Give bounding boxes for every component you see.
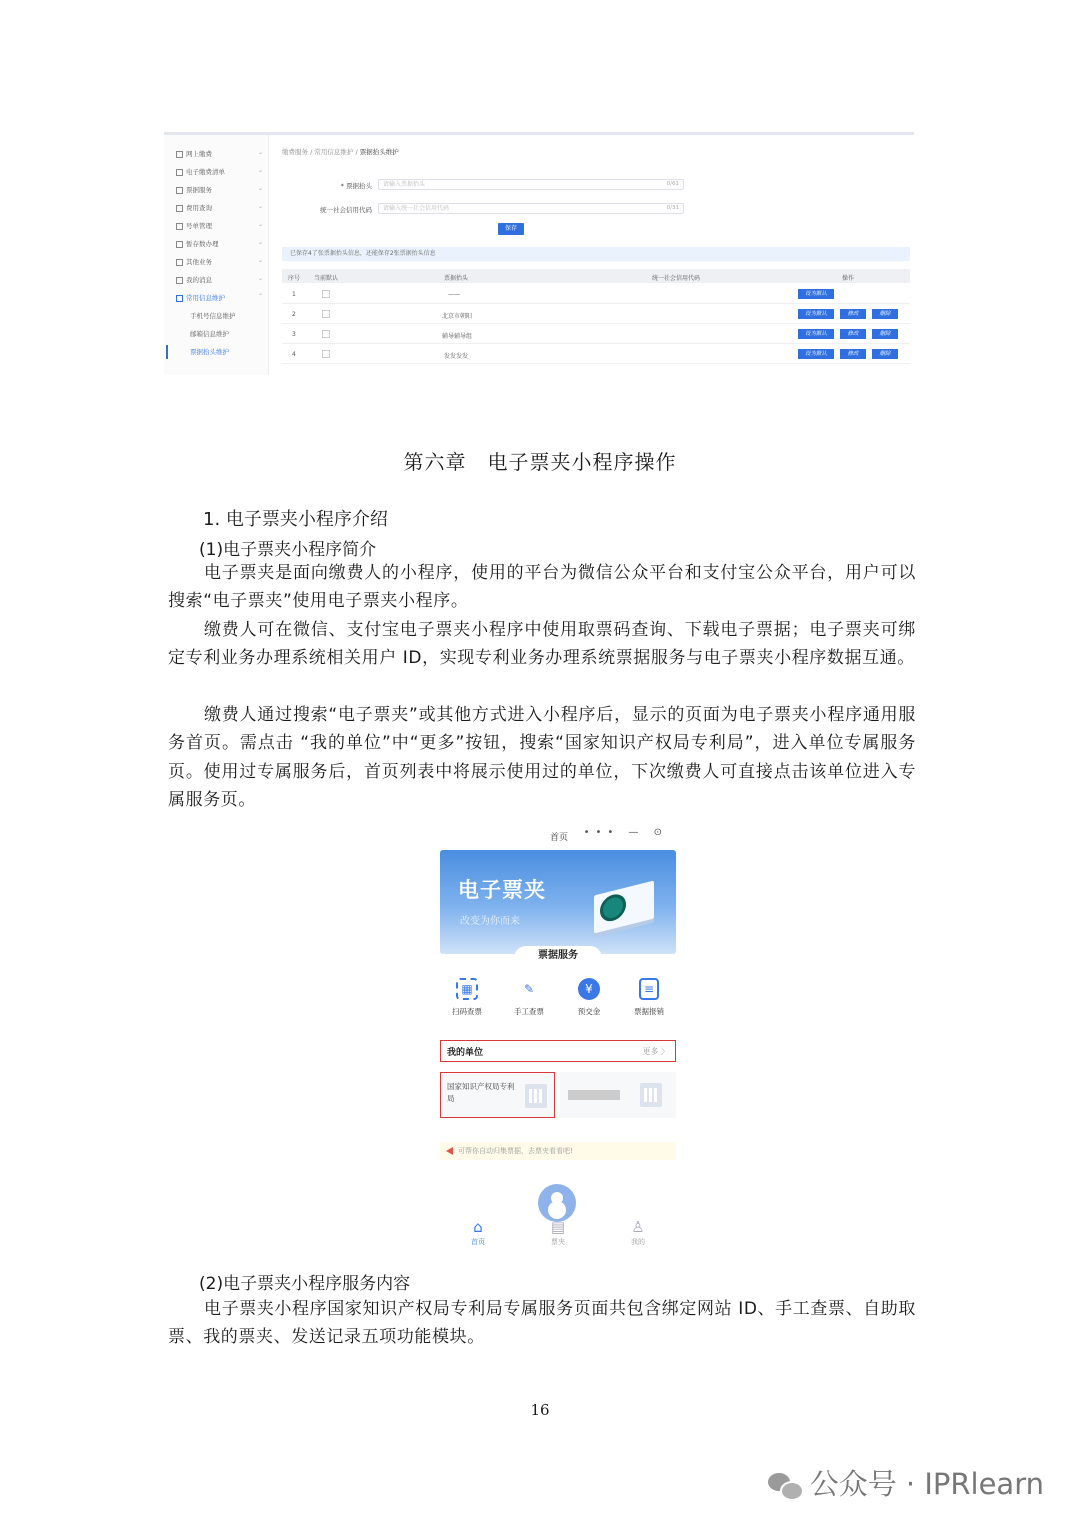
- building-icon: [525, 1084, 547, 1108]
- unit-card-placeholder[interactable]: [560, 1072, 676, 1118]
- set-default-button[interactable]: 设为默认: [798, 289, 834, 299]
- wechat-icon: [768, 1473, 802, 1499]
- default-checkbox[interactable]: [322, 310, 330, 318]
- paragraph: 电子票夹小程序国家知识产权局专利局专属服务页面共包含绑定网站 ID、手工查票、自助取票、我的票夹、发送记录五项功能模块。: [168, 1299, 916, 1348]
- user-icon: ♙: [631, 1218, 645, 1236]
- receipt-icon: ≡: [639, 978, 659, 1000]
- sidebar-subitem[interactable]: 邮箱信息维护: [190, 330, 229, 338]
- delete-button[interactable]: 删除: [872, 329, 898, 339]
- scan-icon: ▦: [456, 978, 478, 1000]
- chevron-down-icon: ⌄: [258, 275, 264, 282]
- sidebar-item[interactable]: 电子缴费清单 ⌄: [176, 167, 225, 176]
- sidebar-item[interactable]: 票据服务 ⌄: [176, 185, 212, 194]
- chevron-down-icon: ⌄: [258, 203, 264, 210]
- avatar[interactable]: [538, 1184, 576, 1222]
- title-input[interactable]: 请输入票据抬头 0/61: [378, 179, 684, 190]
- my-unit-bar: [440, 1040, 676, 1062]
- table-row: 2 北京市朝阳 设为默认 修改 删除: [282, 305, 910, 324]
- paragraph: 缴费人可在微信、支付宝电子票夹小程序中使用取票码查询、下载电子票据；电子票夹可绑定专利业务办理系统相关用户 ID，实现专利业务办理系统票据服务与电子票夹小程序数据互通。: [168, 620, 916, 669]
- sidebar-item[interactable]: 我的消息 ⌄: [176, 275, 212, 284]
- table-row: 3 辅导辅导组 设为默认 修改 删除: [282, 325, 910, 344]
- notice-banner[interactable]: 可帮你自动归集票据，去票夹看看吧!: [440, 1142, 676, 1160]
- menu-icon: [176, 241, 183, 248]
- sidebar-item[interactable]: 暂存数办理 ⌄: [176, 239, 219, 248]
- building-icon: [640, 1083, 662, 1107]
- banner-title: 电子票夹: [458, 878, 546, 902]
- banner: [440, 850, 676, 954]
- credit-code-input[interactable]: 请输入统一社会信用代码 0/31: [378, 203, 684, 214]
- miniapp-title: 首页: [549, 833, 568, 843]
- table-header: 序号 当前默认 票据抬头 统一社会信用代码 操作: [282, 269, 910, 283]
- menu-icon: [176, 259, 183, 266]
- nav-mine[interactable]: ♙ 我的: [608, 1218, 668, 1247]
- menu-icon: [176, 169, 183, 176]
- main-panel: [282, 135, 912, 375]
- banner-subtitle: 改变为你而来: [460, 916, 520, 927]
- sidebar-subitem-active[interactable]: 票据抬头维护: [190, 348, 229, 356]
- delete-button[interactable]: 删除: [872, 309, 898, 319]
- folder-illustration-icon: [594, 881, 654, 934]
- delete-button[interactable]: 删除: [872, 349, 898, 359]
- reimburse-button[interactable]: ≡ 票据报销: [624, 978, 674, 1017]
- web-screenshot: [164, 132, 914, 375]
- phone-screenshot: [434, 822, 684, 1262]
- chevron-down-icon: ⌄: [258, 221, 264, 228]
- chevron-down-icon: ⌄: [258, 239, 264, 246]
- menu-icon: [176, 277, 183, 284]
- subsection-heading: (2)电子票夹小程序服务内容: [199, 1274, 411, 1294]
- active-indicator: [166, 345, 168, 359]
- set-default-button[interactable]: 设为默认: [798, 309, 834, 319]
- chapter-title: 第六章 电子票夹小程序操作: [403, 450, 677, 474]
- pen-icon: ✎: [518, 978, 540, 1000]
- page-number: 16: [530, 1401, 550, 1419]
- nav-wallet[interactable]: ▤ 票夹: [528, 1218, 588, 1247]
- title-label: * 票据抬头: [340, 182, 372, 190]
- miniapp-controls[interactable]: ••• — ⊙: [583, 827, 668, 838]
- set-default-button[interactable]: 设为默认: [798, 329, 834, 339]
- table-row: 1 —— 设为默认: [282, 285, 910, 304]
- sidebar-item[interactable]: 网上缴费 ⌄: [176, 149, 212, 158]
- info-tip: 已保存4了张票据抬头信息，还能保存2张票据抬头信息: [282, 247, 910, 261]
- menu-icon: [176, 295, 183, 302]
- sidebar-item[interactable]: 其他业务 ⌄: [176, 257, 212, 266]
- paragraph: 缴费人通过搜索“电子票夹”或其他方式进入小程序后，显示的页面为电子票夹小程序通用服务首页。需点击 “我的单位”中“更多”按钮，搜索“国家知识产权局专利局”，进入单位专属服务页。使用过专属服务后，首页列表中将展示使用过的单位，下次缴费人可直接点击该单位进入专属服务页。: [168, 705, 916, 811]
- section-heading: 1. 电子票夹小程序介绍: [203, 509, 388, 530]
- paragraph: 电子票夹是面向缴费人的小程序，使用的平台为微信公众平台和支付宝公众平台，用户可以搜索“电子票夹”使用电子票夹小程序。: [168, 563, 916, 612]
- sidebar-subitem[interactable]: 手机号信息维护: [190, 312, 236, 320]
- scan-ticket-button[interactable]: ▦ 扫码查票: [442, 978, 492, 1017]
- default-checkbox[interactable]: [322, 330, 330, 338]
- watermark: 公众号 · IPRlearn: [768, 1462, 1044, 1503]
- sidebar-item[interactable]: 费用查询 ⌄: [176, 203, 212, 212]
- edit-button[interactable]: 修改: [840, 329, 866, 339]
- menu-icon: [176, 205, 183, 212]
- nav-home[interactable]: ⌂ 首页: [448, 1218, 508, 1247]
- chevron-up-icon: ⌃: [258, 293, 264, 300]
- credit-code-label: 统一社会信用代码: [320, 206, 372, 214]
- chevron-down-icon: ⌄: [258, 149, 264, 156]
- default-checkbox[interactable]: [322, 290, 330, 298]
- sidebar-item-active[interactable]: 常用信息维护 ⌃: [176, 293, 225, 302]
- breadcrumb: 缴费服务 / 常用信息维护 / 票据抬头维护: [282, 148, 399, 156]
- unit-card[interactable]: [440, 1072, 555, 1118]
- chevron-down-icon: ⌄: [258, 167, 264, 174]
- manual-ticket-button[interactable]: ✎ 手工查票: [504, 978, 554, 1017]
- table-row: 4 发发发发 设为默认 修改 删除: [282, 345, 910, 364]
- edit-button[interactable]: 修改: [840, 309, 866, 319]
- set-default-button[interactable]: 设为默认: [798, 349, 834, 359]
- sidebar-item[interactable]: 号单管理 ⌄: [176, 221, 212, 230]
- edit-button[interactable]: 修改: [840, 349, 866, 359]
- yuan-icon: ¥: [578, 978, 600, 1000]
- menu-icon: [176, 223, 183, 230]
- prepay-button[interactable]: ¥ 预交金: [564, 978, 614, 1017]
- chevron-down-icon: ⌄: [258, 257, 264, 264]
- default-checkbox[interactable]: [322, 350, 330, 358]
- unit-name: 国家知识产权局专利局: [447, 1082, 515, 1103]
- menu-icon: [176, 187, 183, 194]
- chevron-down-icon: ⌄: [258, 185, 264, 192]
- more-button[interactable]: 更多 〉: [642, 1047, 669, 1056]
- service-tab: 票据服务: [514, 946, 602, 966]
- home-icon: ⌂: [473, 1218, 483, 1236]
- ticket-icon: ▤: [550, 1218, 566, 1236]
- menu-icon: [176, 151, 183, 158]
- save-button[interactable]: 保存: [498, 223, 524, 235]
- sidebar: [164, 135, 269, 375]
- subsection-heading: (1)电子票夹小程序简介: [199, 540, 377, 560]
- my-unit-label: 我的单位: [447, 1048, 484, 1058]
- placeholder-bar: [568, 1090, 620, 1100]
